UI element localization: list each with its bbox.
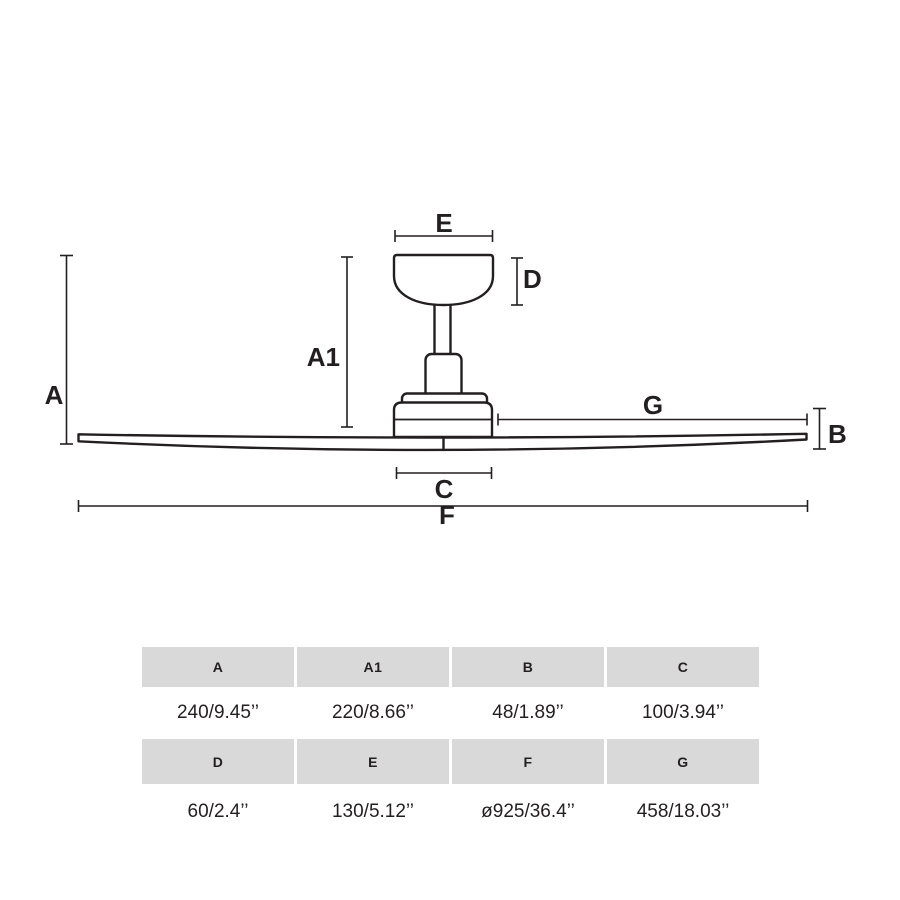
dim-line-b — [813, 409, 826, 450]
dim-label-e: E — [435, 208, 453, 238]
table-header-cell-e: E — [297, 739, 449, 784]
table-value-cell-a1: 220/8.66’’ — [297, 687, 449, 739]
table-value-cell-g: 458/18.03’’ — [607, 784, 759, 840]
dim-label-d: D — [523, 264, 542, 294]
dim-label-g: G — [642, 390, 664, 420]
dim-line-a1 — [341, 257, 353, 427]
table-value-cell-e: 130/5.12’’ — [297, 784, 449, 840]
table-value-cell-a: 240/9.45’’ — [142, 687, 294, 739]
table-header-cell-d: D — [142, 739, 294, 784]
dim-label-c: C — [434, 474, 454, 504]
table-header-cell-c: C — [607, 647, 759, 687]
table-header-cell-a: A — [142, 647, 294, 687]
table-value-cell-b: 48/1.89’’ — [452, 687, 604, 739]
ceiling-canopy — [394, 255, 493, 305]
table-value-cell-f: ø925/36.4’’ — [452, 784, 604, 840]
dim-label-a: A — [44, 380, 64, 410]
dim-label-a1: A1 — [306, 342, 340, 372]
table-header-cell-b: B — [452, 647, 604, 687]
dim-label-b: B — [828, 419, 847, 449]
table-value-cell-c: 100/3.94’’ — [607, 687, 759, 739]
table-value-cell-d: 60/2.4’’ — [142, 784, 294, 840]
fan-drawing — [79, 255, 807, 450]
dim-label-f: F — [439, 500, 455, 530]
dimensions-table — [142, 647, 759, 840]
dim-line-a — [60, 256, 73, 445]
table-header-cell-a1: A1 — [297, 647, 449, 687]
table-header-cell-f: F — [452, 739, 604, 784]
table-header-cell-g: G — [607, 739, 759, 784]
dim-line-d — [511, 258, 523, 305]
coupling-block — [426, 354, 462, 399]
